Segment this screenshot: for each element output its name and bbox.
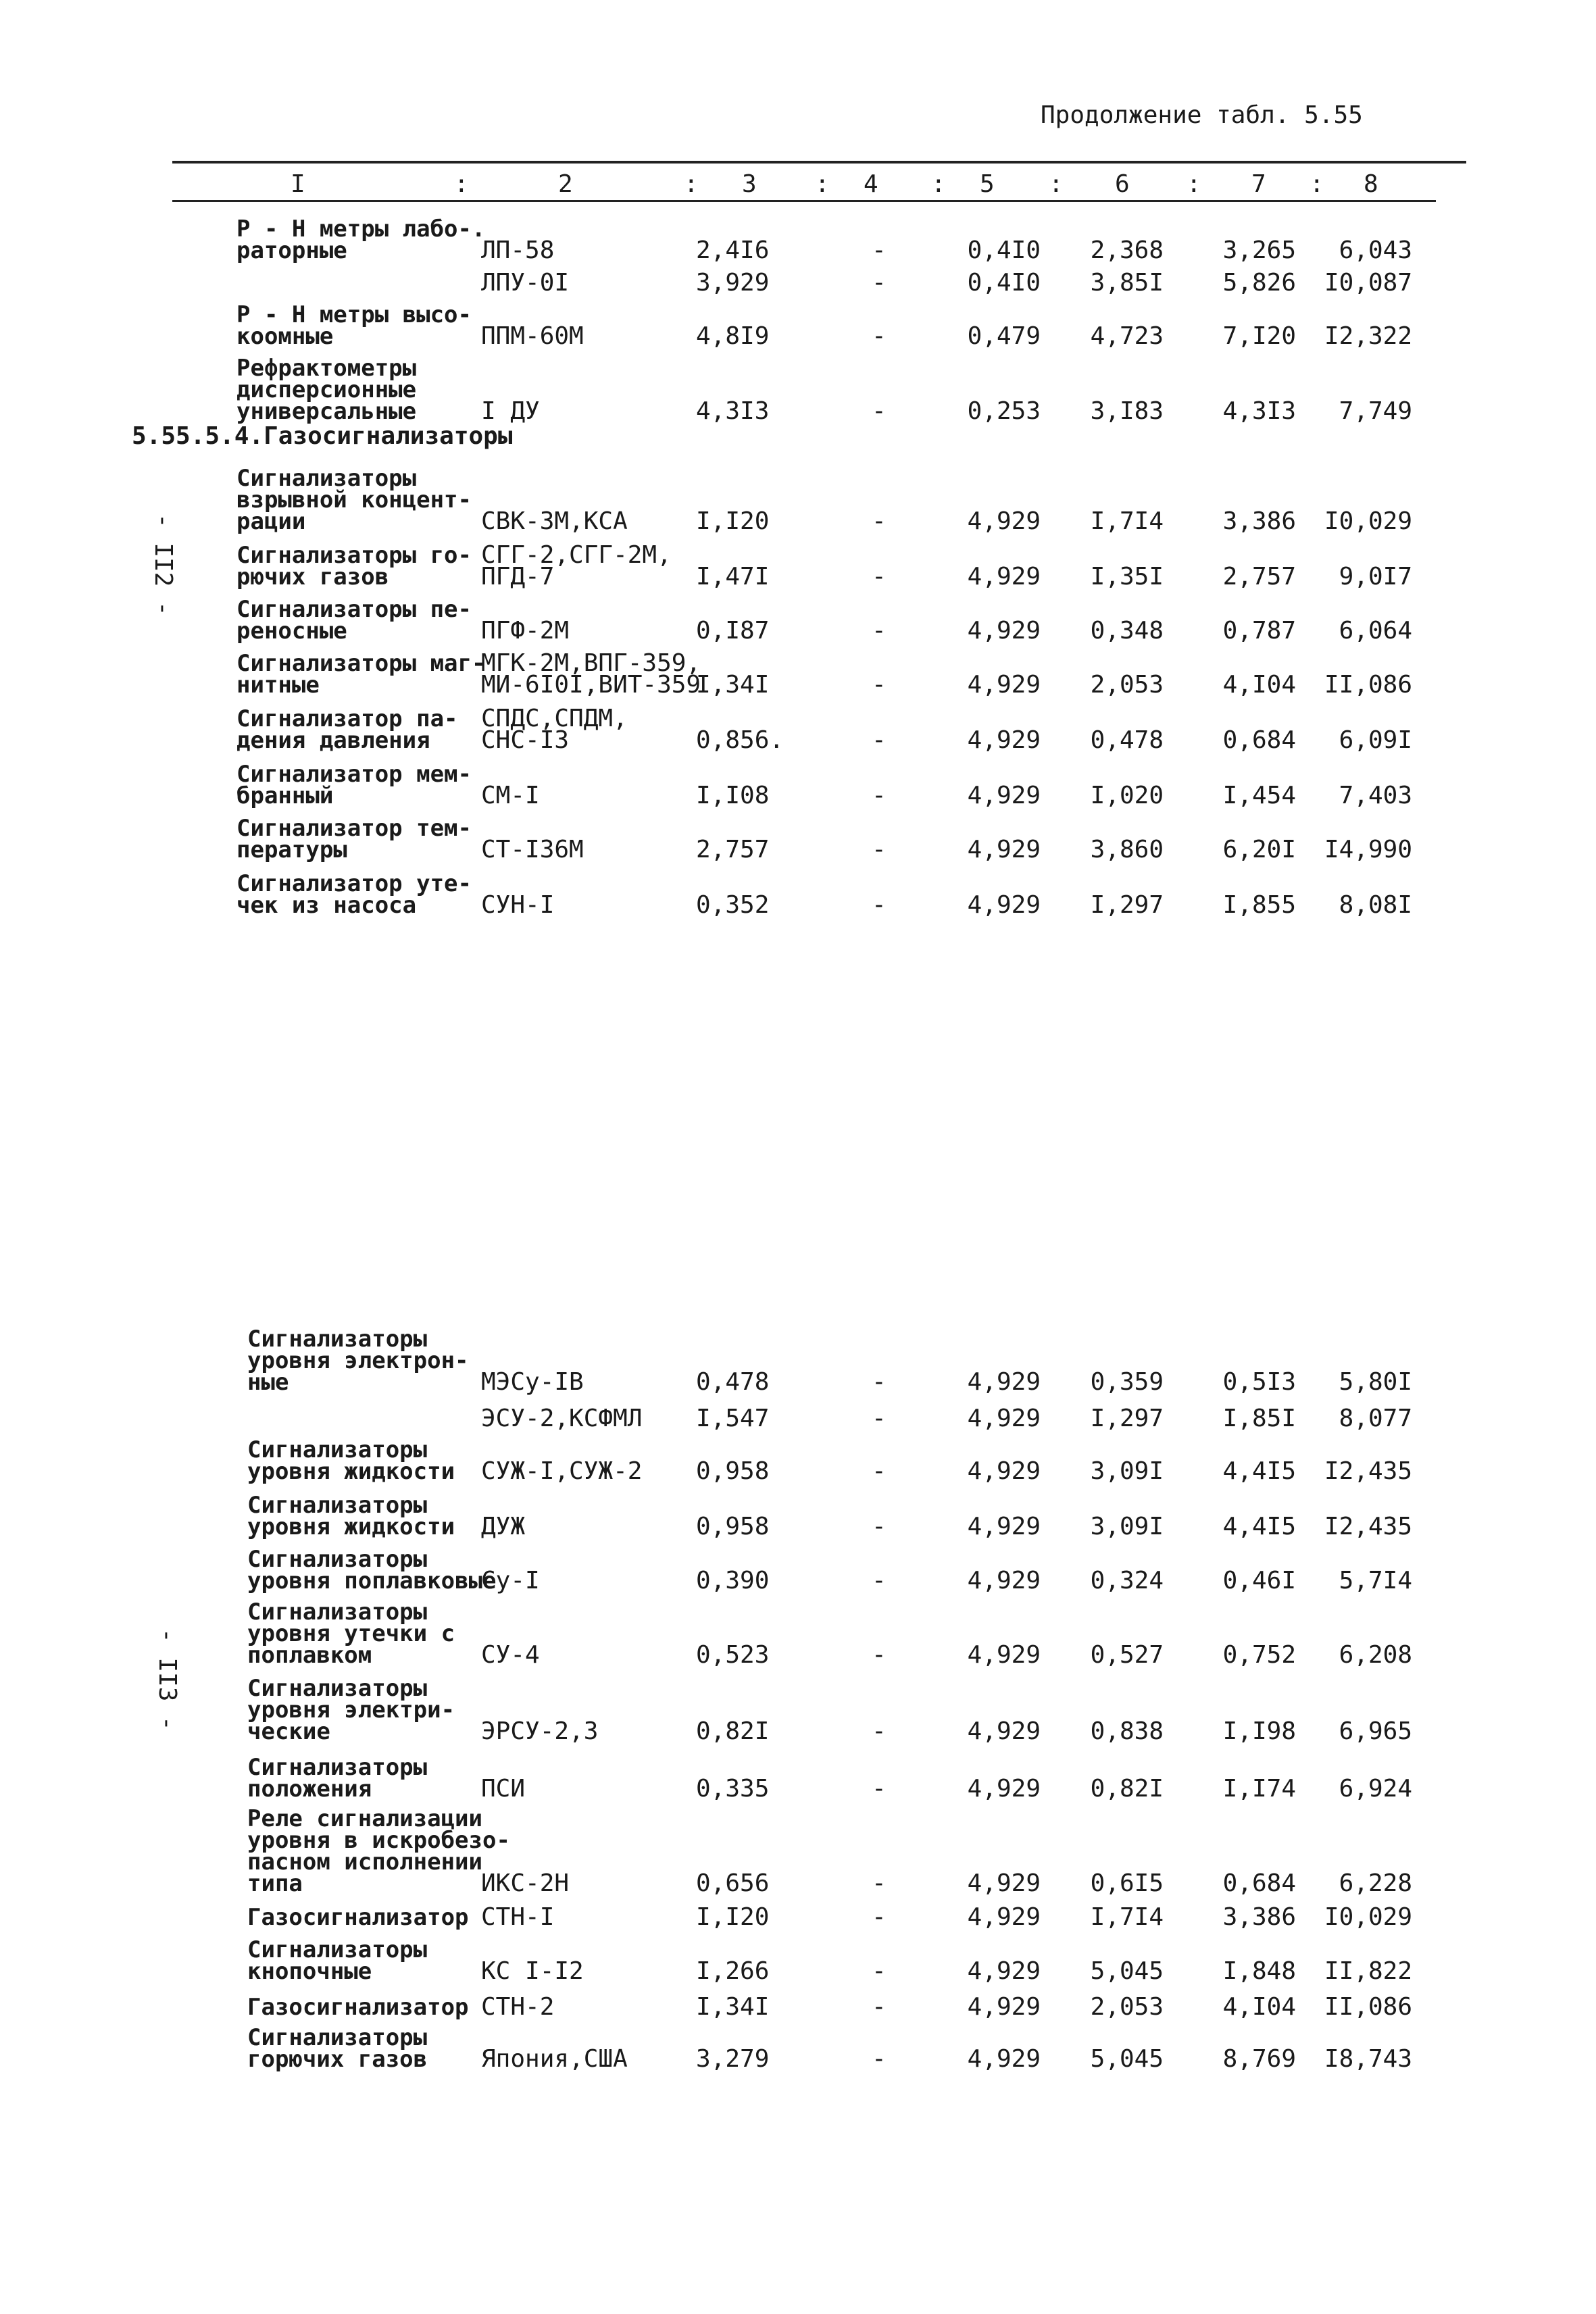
cell-c4: - — [872, 507, 887, 535]
cell-c8: II,086 — [1324, 671, 1412, 699]
row-name: Газосигнализатор — [247, 1904, 469, 1931]
cell-model: СУН-I — [481, 891, 555, 919]
cell-c7: 0,752 — [1222, 1641, 1296, 1669]
cell-c4: - — [872, 1368, 887, 1396]
cell-c3: 0,335 — [696, 1775, 770, 1803]
cell-c5: 4,929 — [967, 1368, 1041, 1396]
column-header-4: 4 — [864, 170, 878, 198]
cell-c8: II,086 — [1324, 1993, 1412, 2021]
cell-c7: 4,4I5 — [1222, 1513, 1296, 1540]
cell-c5: 4,929 — [967, 1641, 1041, 1669]
cell-c5: 4,929 — [967, 1457, 1041, 1485]
cell-c4: - — [872, 1993, 887, 2021]
row-name: Сигнализатор тем- пературы — [236, 815, 472, 863]
cell-c3: 0,958 — [696, 1457, 770, 1485]
column-header-5: 5 — [980, 170, 995, 198]
cell-c4: - — [872, 1405, 887, 1432]
cell-c5: 4,929 — [967, 1869, 1041, 1897]
row-name: Сигнализаторы пе- реносные — [236, 596, 472, 645]
cell-c7: I,454 — [1222, 782, 1296, 809]
cell-c6: I,020 — [1090, 782, 1164, 809]
row-name: Сигнализаторы уровня жидкости — [247, 1492, 455, 1540]
row-name: Реле сигнализации уровня в искробезо- пасном исполнении типа — [247, 1805, 510, 1897]
cell-c3: I,I20 — [696, 507, 770, 535]
cell-c3: I,547 — [696, 1405, 770, 1432]
cell-model: МЭСу-IВ — [481, 1368, 584, 1396]
cell-c8: 6,228 — [1339, 1869, 1412, 1897]
cell-c6: 0,527 — [1090, 1641, 1164, 1669]
cell-c7: 8,769 — [1222, 2045, 1296, 2073]
row-name: Сигнализаторы взрывной концент- рации — [236, 465, 472, 535]
cell-model: СПДС,СПДМ, СНС-I3 — [481, 705, 628, 754]
row-name: Рефрактометры дисперсионные универсальные — [236, 355, 417, 425]
column-separator: : — [1049, 170, 1064, 198]
cell-c6: 4,723 — [1090, 322, 1164, 350]
cell-model: СУ-4 — [481, 1641, 540, 1669]
cell-c3: 0,856. — [696, 726, 784, 754]
cell-model: ЛПУ-0I — [481, 269, 570, 297]
cell-c8: 6,208 — [1339, 1641, 1412, 1669]
cell-c5: 4,929 — [967, 1567, 1041, 1594]
cell-c6: 3,860 — [1090, 836, 1164, 863]
cell-c8: 7,403 — [1339, 782, 1412, 809]
cell-c3: 3,929 — [696, 269, 770, 297]
cell-c4: - — [872, 836, 887, 863]
cell-c7: 4,I04 — [1222, 1993, 1296, 2021]
cell-c5: 4,929 — [967, 1993, 1041, 2021]
cell-model: СМ-I — [481, 782, 540, 809]
column-header-3: 3 — [742, 170, 757, 198]
cell-model: ЛП-58 — [481, 236, 555, 264]
cell-c7: I,855 — [1222, 891, 1296, 919]
cell-c7: 7,I20 — [1222, 322, 1296, 350]
cell-c8: II,822 — [1324, 1957, 1412, 1985]
cell-c5: 4,929 — [967, 1513, 1041, 1540]
cell-c7: I,848 — [1222, 1957, 1296, 1985]
cell-c8: I2,435 — [1324, 1457, 1412, 1485]
cell-c6: I,297 — [1090, 891, 1164, 919]
cell-c5: 0,479 — [967, 322, 1041, 350]
cell-c8: I2,322 — [1324, 322, 1412, 350]
cell-c3: 4,3I3 — [696, 397, 770, 425]
cell-c4: - — [872, 1513, 887, 1540]
cell-c3: 0,478 — [696, 1368, 770, 1396]
cell-c7: 0,787 — [1222, 617, 1296, 645]
cell-c5: 4,929 — [967, 726, 1041, 754]
cell-model: ЭРСУ-2,3 — [481, 1717, 599, 1745]
cell-c4: - — [872, 671, 887, 699]
cell-c6: I,7I4 — [1090, 507, 1164, 535]
cell-c3: 0,I87 — [696, 617, 770, 645]
cell-c8: 6,965 — [1339, 1717, 1412, 1745]
cell-c5: 4,929 — [967, 1775, 1041, 1803]
cell-c3: 4,8I9 — [696, 322, 770, 350]
cell-c4: - — [872, 617, 887, 645]
cell-c6: 0,478 — [1090, 726, 1164, 754]
cell-c4: - — [872, 2045, 887, 2073]
cell-c4: - — [872, 1567, 887, 1594]
cell-c6: 2,053 — [1090, 1993, 1164, 2021]
cell-c8: I2,435 — [1324, 1513, 1412, 1540]
cell-model: СТН-2 — [481, 1993, 555, 2021]
cell-c4: - — [872, 782, 887, 809]
column-header-1: I — [291, 170, 305, 198]
cell-c4: - — [872, 1641, 887, 1669]
cell-c5: 4,929 — [967, 1717, 1041, 1745]
column-separator: : — [1187, 170, 1201, 198]
cell-c3: 2,4I6 — [696, 236, 770, 264]
cell-c6: 5,045 — [1090, 1957, 1164, 1985]
cell-model: ПГФ-2М — [481, 617, 570, 645]
column-header-6: 6 — [1115, 170, 1130, 198]
cell-c5: 4,929 — [967, 2045, 1041, 2073]
cell-c8: 6,043 — [1339, 236, 1412, 264]
cell-model: ППМ-60М — [481, 322, 584, 350]
cell-model: I ДУ — [481, 397, 540, 425]
cell-c4: - — [872, 1457, 887, 1485]
page-number-upper: - II2 - — [149, 513, 177, 616]
cell-model: КС I-I2 — [481, 1957, 584, 1985]
cell-c4: - — [872, 1903, 887, 1931]
cell-c5: 4,929 — [967, 1405, 1041, 1432]
cell-c4: - — [872, 269, 887, 297]
cell-c6: 0,348 — [1090, 617, 1164, 645]
cell-c5: 4,929 — [967, 782, 1041, 809]
cell-c5: 4,929 — [967, 1903, 1041, 1931]
row-name: Р - Н метры лабо-. раторные — [236, 216, 486, 264]
cell-c4: - — [872, 891, 887, 919]
cell-c3: 0,656 — [696, 1869, 770, 1897]
cell-c8: I4,990 — [1324, 836, 1412, 863]
cell-c3: 0,390 — [696, 1567, 770, 1594]
cell-c4: - — [872, 397, 887, 425]
cell-c6: 3,09I — [1090, 1457, 1164, 1485]
cell-c5: 4,929 — [967, 671, 1041, 699]
cell-c8: 9,0I7 — [1339, 563, 1412, 590]
cell-c3: 0,82I — [696, 1717, 770, 1745]
cell-c7: 0,684 — [1222, 1869, 1296, 1897]
row-name: Сигнализаторы уровня электри- ческие — [247, 1675, 455, 1745]
row-name: Сигнализатор па- дения давления — [236, 705, 458, 754]
cell-c5: 4,929 — [967, 836, 1041, 863]
cell-c3: 0,958 — [696, 1513, 770, 1540]
cell-model: СВК-3М,КСА — [481, 507, 628, 535]
cell-model: СУЖ-I,СУЖ-2 — [481, 1457, 643, 1485]
cell-c6: I,7I4 — [1090, 1903, 1164, 1931]
row-name: Р - Н метры высо- коомные — [236, 301, 472, 350]
cell-c7: 5,826 — [1222, 269, 1296, 297]
cell-c5: 0,4I0 — [967, 236, 1041, 264]
row-name: Газосигнализатор — [247, 1994, 469, 2021]
cell-c5: 4,929 — [967, 1957, 1041, 1985]
cell-c4: - — [872, 1869, 887, 1897]
column-separator: : — [931, 170, 946, 198]
cell-c7: 0,684 — [1222, 726, 1296, 754]
cell-c7: 3,265 — [1222, 236, 1296, 264]
cell-model: СТ-I36М — [481, 836, 584, 863]
row-name: Сигнализаторы горючих газов — [247, 2024, 428, 2073]
cell-c7: I,I98 — [1222, 1717, 1296, 1745]
cell-c8: 5,80I — [1339, 1368, 1412, 1396]
cell-c4: - — [872, 563, 887, 590]
column-header-2: 2 — [558, 170, 573, 198]
cell-c5: 4,929 — [967, 891, 1041, 919]
cell-c4: - — [872, 1775, 887, 1803]
page-number-lower: - II3 - — [153, 1628, 181, 1731]
row-name: Сигнализаторы уровня поплавковые — [247, 1546, 497, 1594]
cell-c4: - — [872, 1717, 887, 1745]
cell-model: ЭСУ-2,КСФМЛ — [481, 1405, 643, 1432]
column-separator: : — [684, 170, 699, 198]
cell-c4: - — [872, 236, 887, 264]
cell-c3: I,34I — [696, 1993, 770, 2021]
cell-c3: 3,279 — [696, 2045, 770, 2073]
cell-model: СТН-I — [481, 1903, 555, 1931]
cell-c7: 4,I04 — [1222, 671, 1296, 699]
cell-c7: I,85I — [1222, 1405, 1296, 1432]
section-heading: 5.55.5.4.Газосигнализаторы — [132, 422, 513, 450]
cell-c7: 3,386 — [1222, 507, 1296, 535]
cell-c6: 3,I83 — [1090, 397, 1164, 425]
cell-c6: I,35I — [1090, 563, 1164, 590]
cell-c6: 3,85I — [1090, 269, 1164, 297]
cell-c8: 5,7I4 — [1339, 1567, 1412, 1594]
cell-c7: 6,20I — [1222, 836, 1296, 863]
cell-c7: I,I74 — [1222, 1775, 1296, 1803]
cell-c6: I,297 — [1090, 1405, 1164, 1432]
cell-c5: 4,929 — [967, 507, 1041, 535]
cell-model: ПСИ — [481, 1775, 526, 1803]
cell-c8: 6,064 — [1339, 617, 1412, 645]
cell-c8: 7,749 — [1339, 397, 1412, 425]
column-separator: : — [815, 170, 830, 198]
column-separator: : — [1310, 170, 1324, 198]
cell-model: МГК-2М,ВПГ-359, МИ-6I0I,ВИТ-359 — [481, 649, 701, 699]
row-name: Сигнализаторы маг- нитные — [236, 650, 486, 699]
column-separator: : — [454, 170, 469, 198]
cell-c7: 3,386 — [1222, 1903, 1296, 1931]
cell-c8: I8,743 — [1324, 2045, 1412, 2073]
cell-c6: 0,82I — [1090, 1775, 1164, 1803]
cell-c4: - — [872, 726, 887, 754]
cell-c8: I0,029 — [1324, 507, 1412, 535]
cell-model: Япония,США — [481, 2045, 628, 2073]
row-name: Сигнализаторы кнопочные — [247, 1936, 428, 1985]
cell-c3: 0,523 — [696, 1641, 770, 1669]
cell-c7: 4,4I5 — [1222, 1457, 1296, 1485]
cell-model: ИКС-2Н — [481, 1869, 570, 1897]
row-name: Сигнализаторы го- рючих газов — [236, 542, 472, 590]
cell-model: ДУЖ — [481, 1513, 526, 1540]
column-header-8: 8 — [1364, 170, 1378, 198]
cell-c6: 5,045 — [1090, 2045, 1164, 2073]
cell-c6: 2,368 — [1090, 236, 1164, 264]
column-header-7: 7 — [1251, 170, 1266, 198]
cell-c6: 0,6I5 — [1090, 1869, 1164, 1897]
cell-c8: 8,077 — [1339, 1405, 1412, 1432]
row-name: Сигнализаторы уровня жидкости — [247, 1436, 455, 1485]
cell-c6: 0,838 — [1090, 1717, 1164, 1745]
cell-c5: 4,929 — [967, 563, 1041, 590]
cell-c3: I,34I — [696, 671, 770, 699]
cell-c7: 0,5I3 — [1222, 1368, 1296, 1396]
cell-c8: 8,08I — [1339, 891, 1412, 919]
cell-c3: 2,757 — [696, 836, 770, 863]
cell-model: СГГ-2,СГГ-2М, ПГД-7 — [481, 541, 672, 590]
cell-c6: 2,053 — [1090, 671, 1164, 699]
row-name: Сигнализатор мем- бранный — [236, 761, 472, 809]
cell-c8: 6,924 — [1339, 1775, 1412, 1803]
cell-c3: I,I08 — [696, 782, 770, 809]
row-name: Сигнализатор уте- чек из насоса — [236, 870, 472, 919]
cell-c3: I,266 — [696, 1957, 770, 1985]
row-name: Сигнализаторы положения — [247, 1754, 428, 1803]
cell-c3: I,I20 — [696, 1903, 770, 1931]
cell-c6: 0,359 — [1090, 1368, 1164, 1396]
cell-c5: 4,929 — [967, 617, 1041, 645]
cell-c4: - — [872, 1957, 887, 1985]
cell-c8: I0,087 — [1324, 269, 1412, 297]
cell-c6: 3,09I — [1090, 1513, 1164, 1540]
row-name: Сигнализаторы уровня электрон- ные — [247, 1326, 469, 1396]
cell-model: Су-I — [481, 1567, 540, 1594]
continuation-caption: Продолжение табл. 5.55 — [1041, 101, 1363, 129]
table-header-rule — [172, 200, 1436, 202]
cell-c7: 4,3I3 — [1222, 397, 1296, 425]
cell-c8: I0,029 — [1324, 1903, 1412, 1931]
cell-c6: 0,324 — [1090, 1567, 1164, 1594]
cell-c7: 2,757 — [1222, 563, 1296, 590]
cell-c7: 0,46I — [1222, 1567, 1296, 1594]
cell-c5: 0,253 — [967, 397, 1041, 425]
row-name: Сигнализаторы уровня утечки с поплавком — [247, 1599, 455, 1669]
cell-c3: I,47I — [696, 563, 770, 590]
table-top-rule — [172, 161, 1466, 164]
cell-c8: 6,09I — [1339, 726, 1412, 754]
cell-c3: 0,352 — [696, 891, 770, 919]
cell-c4: - — [872, 322, 887, 350]
cell-c5: 0,4I0 — [967, 269, 1041, 297]
